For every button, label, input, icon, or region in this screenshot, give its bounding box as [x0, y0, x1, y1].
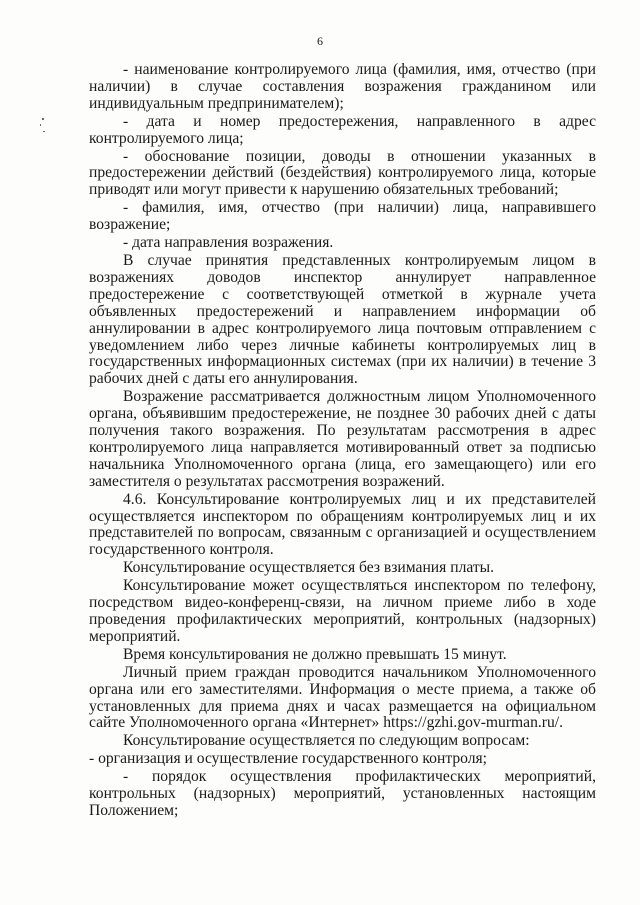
paragraph-bullet-date-number: - дата и номер предостережения, направленного в адрес контролируемого лица; — [89, 112, 596, 147]
paragraph-objection-review: Возражение рассматривается должностным лицом Уполномоченного органа, объявившим предостережение, не позднее 30 рабочих дней с даты получения такого возражения. По результатам рассмотрения в адрес контролируемого лица направляется мотивированный ответ за подписью начальника Уполномоченного органа (лица, его замещающего) или его заместителя о результатах рассмотрения возражений. — [89, 388, 596, 490]
paragraph-bullet-sender-name: - фамилия, имя, отчество (при наличии) лица, направившего возражение; — [89, 199, 596, 234]
paragraph-personal-reception: Личный прием граждан проводится начальником Уполномоченного органа или его заместителями. Информация о месте приема, а также об установленных для приема днях и часах размещается на официальном сайте Уполномоченного органа «Интернет» https://gzhi.gov-murman.ru/. — [89, 663, 596, 732]
page-number: 6 — [317, 34, 323, 48]
paragraph-bullet-justification: - обоснование позиции, доводы в отношении указанных в предостережении действий (бездействия) контролируемого лица, которые приводят или могут привести к нарушению обязательных требований; — [89, 147, 596, 199]
paragraph-consultation-time: Время консультирования не должно превышать 15 минут. — [123, 645, 507, 663]
scan-mark — [42, 118, 44, 120]
paragraph-bullet-procedure: - порядок осуществления профилактических мероприятий, контрольных (надзорных) мероприятий, установленных настоящим Положением; — [89, 768, 596, 819]
paragraph-free-of-charge: Консультирование осуществляется без взимания платы. — [123, 559, 495, 577]
paragraph-consultation-topics: Консультирование осуществляется по следующим вопросам: — [123, 732, 530, 750]
document-body — [89, 62, 596, 820]
paragraph-bullet-organization: - организация и осуществление государственного контроля; — [89, 750, 487, 768]
paragraph-annulment: В случае принятия представленных контролируемым лицом в возражениях доводов инспектор аннулирует направленное предостережение с соответствующей отметкой в журнале учета объявленных предостережений и направлением информации об аннулировании в адрес контролируемого лица почтовым отправлением с уведомлением либо через личные кабинеты контролируемых лиц в государственных информационных системах (при их наличии) в течение 3 рабочих дней с даты его аннулирования. — [89, 251, 596, 388]
paragraph-section-4-6: 4.6. Консультирование контролируемых лиц и их представителей осуществляется инспектором по обращениям контролируемых лиц и их представителей по вопросам, связанным с организацией и осуществлением государственного контроля. — [89, 490, 596, 559]
scan-mark — [40, 124, 41, 126]
paragraph-bullet-name: - наименование контролируемого лица (фамилия, имя, отчество (при наличии) в случае составления возражения гражданином или индивидуальным предпринимателем); — [89, 61, 596, 112]
paragraph-bullet-send-date: - дата направления возражения. — [123, 234, 334, 252]
paragraph-consultation-methods: Консультирование может осуществляться инспектором по телефону, посредством видео-конференц-связи, на личном приеме либо в ходе проведения профилактических мероприятий, контрольных (надзорных) мероприятий. — [89, 577, 596, 645]
scan-mark — [43, 131, 45, 132]
